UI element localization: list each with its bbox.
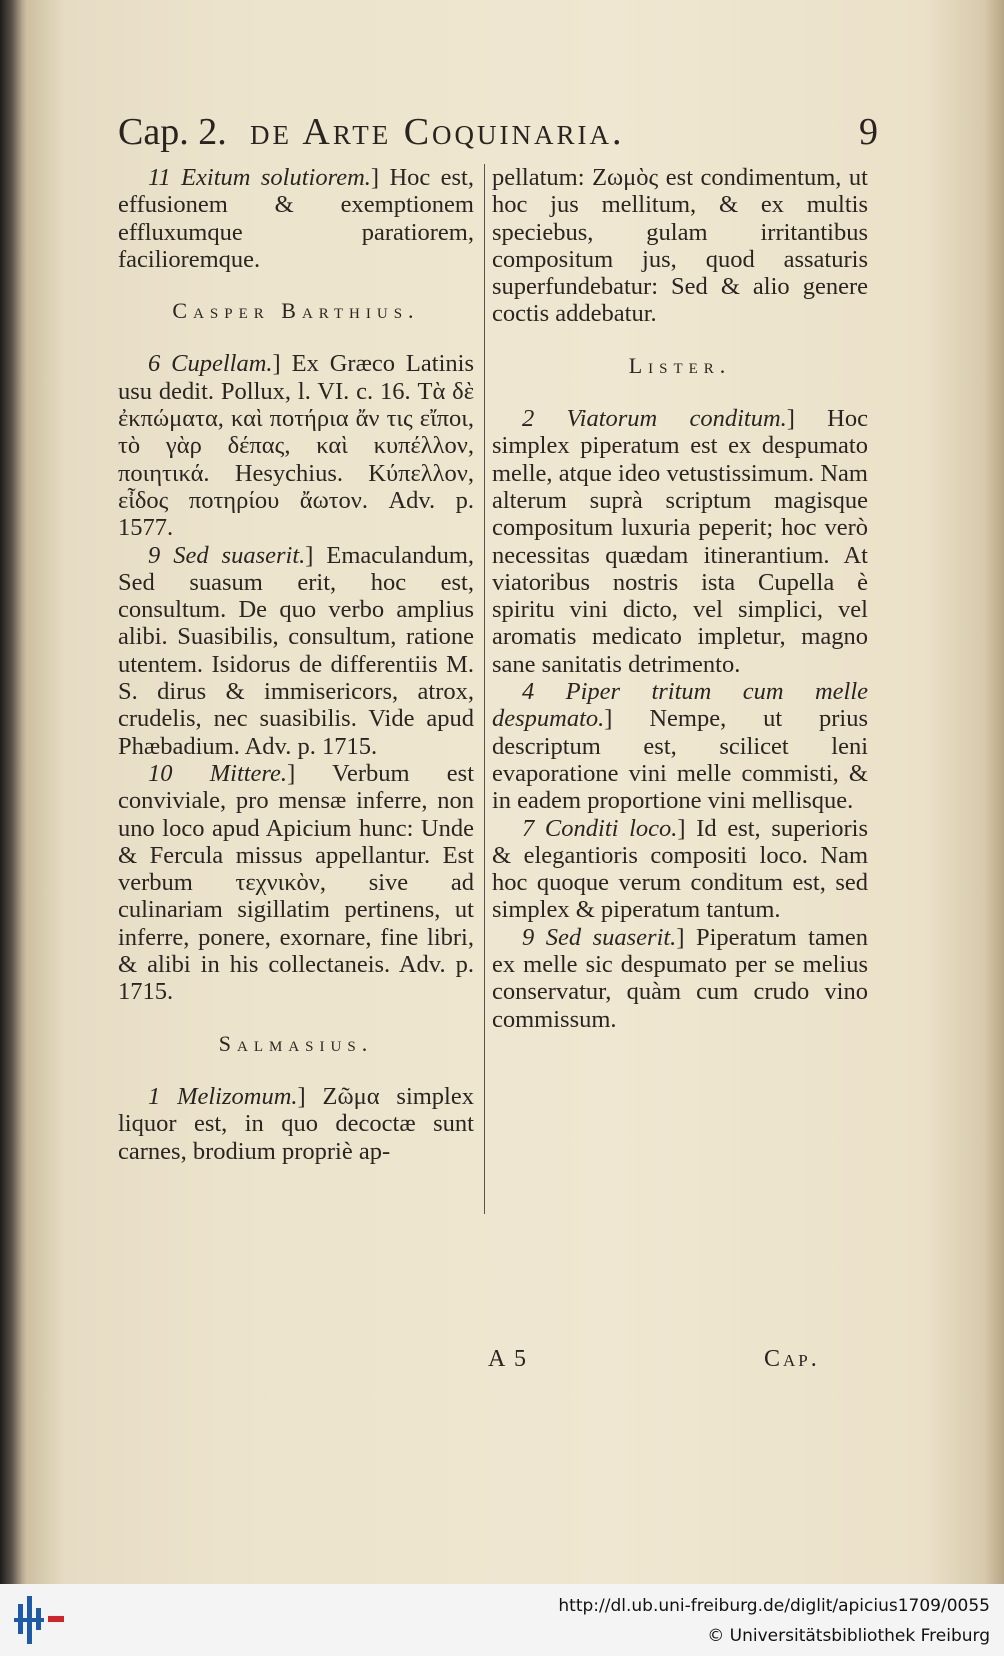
running-head-chapter: Cap. 2.	[118, 111, 227, 153]
note-text: ] Hoc simplex piperatum est ex despumato melle, atque ideo vetustissimum. Nam alterum suprà scriptum magisque compositum luxuria peperit; hoc verò necessitas quædam itinerantium. At viatoribus nostris ista Cupella è spiritu vini dicto, vel simplici, vel aromatis medicato impletur, magno sane sanitatis detrimento.	[492, 405, 868, 678]
section-heading: Salmasius.	[218, 1030, 374, 1056]
note-lemma: 9 Sed suaserit.	[522, 923, 677, 951]
right-column	[492, 164, 868, 1033]
note-paragraph	[492, 405, 868, 678]
column-divider	[484, 164, 485, 1214]
note-lemma: 4 Piper tritum cum melle despumato.	[492, 678, 868, 733]
note-lemma: 11 Exitum solutiorem.	[148, 164, 371, 191]
note-lemma: 2 Viatorum conditum.	[522, 405, 787, 433]
viewer-footer-bar	[0, 1584, 1004, 1656]
note-paragraph	[492, 815, 868, 924]
note-lemma: 7 Conditi loco.	[522, 814, 678, 842]
catchword: Cap.	[764, 1346, 820, 1372]
note-paragraph	[118, 760, 474, 1006]
left-column	[118, 164, 474, 1165]
signature-mark: A 5	[488, 1346, 529, 1372]
section-heading: Lister.	[628, 352, 732, 378]
note-paragraph	[492, 924, 868, 1033]
note-paragraph	[118, 1083, 474, 1165]
note-paragraph	[118, 164, 474, 273]
note-paragraph: pellatum: Ζωμὸς est condimentum, ut hoc jus mellitum, & ex multis speciebus, gulam irritantibus compositum jus, quod assaturis superfundebatur: Sed & alio genere coctis addebatur.	[492, 164, 868, 328]
page-number: 9	[859, 111, 878, 153]
permalink-url[interactable]: http://dl.ub.uni-freiburg.de/diglit/apicius1709/0055	[558, 1596, 990, 1616]
section-heading: Casper Barthius.	[172, 298, 420, 324]
note-text: ] Ζῶμα simplex liquor est, in quo decoctæ sunt carnes, brodium propriè ap-	[118, 1082, 474, 1165]
note-text: ] Emaculandum, Sed suasum erit, hoc est, consultum. De quo verbo amplius alibi. Suasibilis, consultum, ratione utentem. Isidorus de differentiis M. S. dirus & immisericors, atrox, crudelis, nec suasibilis. Vide apud Phæbadium. Adv. p. 1715.	[118, 541, 474, 760]
running-head-title: de Arte Coquinaria.	[250, 111, 625, 153]
note-paragraph	[492, 678, 868, 814]
note-lemma: 6 Cupellam.	[148, 350, 273, 378]
note-text: ] Ex Græco Latinis usu dedit. Pollux, l. VI. c. 16. Τὰ δὲ ἐκπώματα, καὶ ποτήρια ἄν τις εἴποι, τὸ γὰρ δέπας, καὶ κυπέλλον, ποιητικά. Hesychius. Κύπελλον, εἶδος ποτηρίου ἄωτον. Adv. p. 1577.	[118, 350, 474, 542]
note-lemma: 9 Sed suaserit.	[148, 541, 306, 569]
note-text: ] Nempe, ut prius descriptum est, scilicet leni evaporatione vini melle commisti, & in eadem proportione vini mellisque.	[492, 705, 868, 815]
copyright-notice: © Universitätsbibliothek Freiburg	[707, 1626, 990, 1646]
note-text: ] Verbum est conviviale, pro mensæ inferre, non uno loco apud Apicium hunc: Unde & Fercula missus appellantur. Est verbum τεχνικὸν, sive ad culinariam sigillatim pertinens, ut inferre, ponere, exornare, fine libri, & alibi in his collectaneis. Adv. p. 1715.	[118, 759, 475, 1006]
note-text: ] Id est, superioris & elegantioris compositi loco. Nam hoc quoque verum conditum est, sed simplex & piperatum tantum.	[492, 814, 868, 924]
note-text: ] Hoc est, effusionem & exemptionem effluxumque paratiorem, facilioremque.	[118, 164, 474, 273]
note-lemma: 1 Melizomum.	[148, 1082, 298, 1110]
note-paragraph	[118, 350, 474, 541]
book-page	[26, 0, 1004, 1584]
running-head	[118, 110, 878, 164]
note-lemma: 10 Mittere.	[148, 759, 288, 787]
note-text: ] Piperatum tamen ex melle sic despumato per se melius conservatur, quàm cum crudo vino commissum.	[492, 923, 868, 1033]
note-paragraph	[118, 542, 474, 760]
ub-freiburg-logo-icon[interactable]	[14, 1594, 68, 1646]
